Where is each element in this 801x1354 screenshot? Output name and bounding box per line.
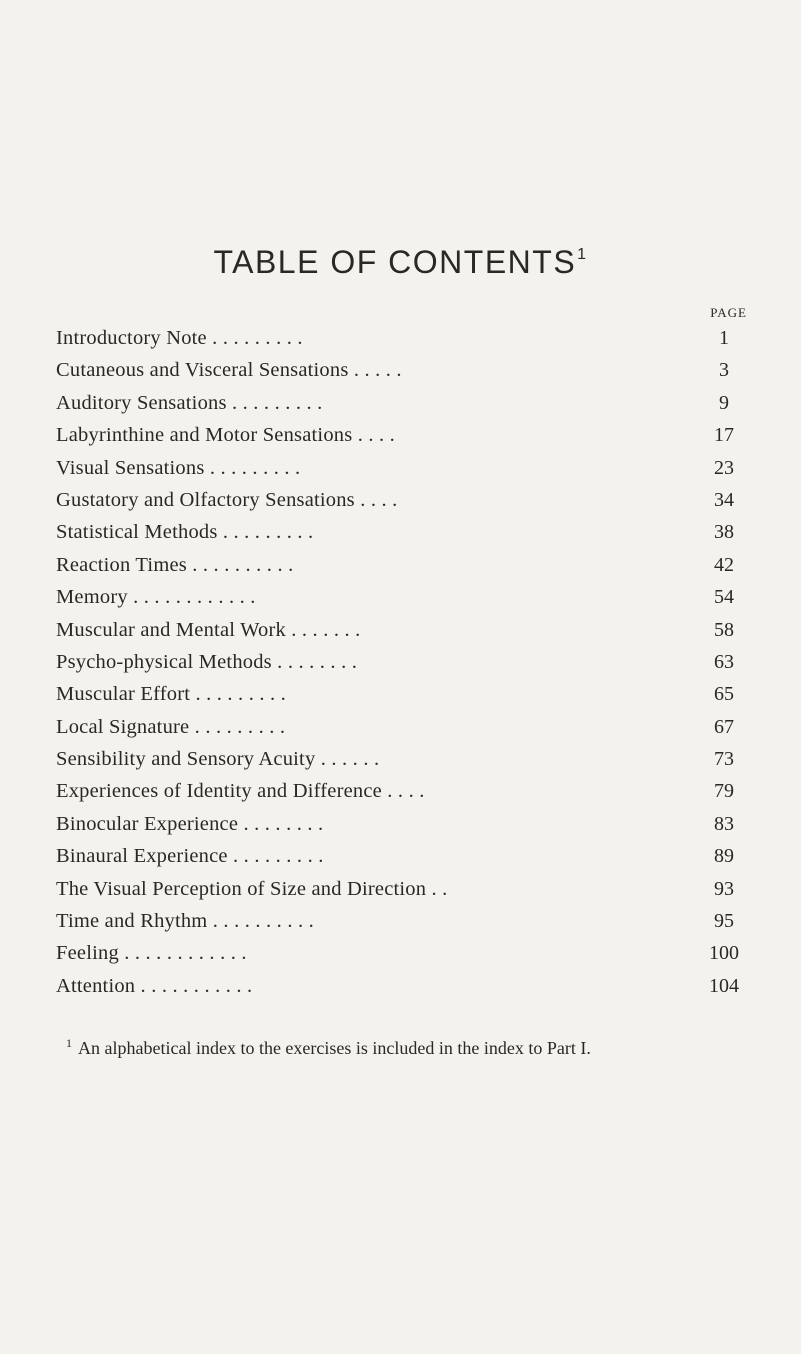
- title-text: TABLE OF CONTENTS: [213, 244, 577, 280]
- title-footnote-marker: 1: [577, 246, 588, 263]
- footnote-text: An alphabetical index to the exercises is included in the index to Part I.: [78, 1038, 591, 1058]
- toc-entry-label: Introductory Note . . . . . . . . .: [56, 327, 303, 349]
- toc-entry-page: 42: [714, 553, 734, 576]
- toc-entry: [56, 678, 746, 710]
- toc-entry: [56, 419, 746, 451]
- toc-entry: [56, 614, 746, 646]
- toc-entry-page: 58: [714, 618, 734, 641]
- page-column-header: PAGE: [710, 305, 747, 320]
- toc-entry-label: Gustatory and Olfactory Sensations . . . .: [56, 488, 398, 511]
- toc-entry-page: 23: [714, 456, 734, 479]
- toc-entry-label: Feeling . . . . . . . . . . . .: [56, 942, 247, 965]
- toc-entry-page: 65: [714, 683, 734, 706]
- toc-entry-page: 100: [709, 942, 739, 965]
- toc-entry-page: 63: [714, 650, 734, 673]
- toc-entry: [56, 549, 746, 581]
- toc-entry: [56, 873, 746, 905]
- toc-entry-label: The Visual Perception of Size and Direction . .: [56, 877, 448, 900]
- toc-entry: [56, 452, 746, 484]
- toc-entry: [56, 711, 746, 743]
- toc-entry: [56, 905, 746, 937]
- toc-entry-page: 3: [719, 359, 729, 382]
- footnote-marker: 1: [66, 1036, 72, 1050]
- toc-entry-label: Local Signature . . . . . . . . .: [56, 715, 286, 738]
- toc-entry: [56, 484, 746, 516]
- toc-entry: [56, 743, 746, 775]
- toc-entry-label: Visual Sensations . . . . . . . . .: [56, 456, 301, 479]
- toc-entry-page: 95: [714, 910, 734, 933]
- toc-entry-page: 54: [714, 586, 734, 609]
- toc-entry: [56, 646, 746, 678]
- toc-entry-page: 79: [714, 780, 734, 803]
- toc-entry: [56, 516, 746, 548]
- toc-entry-label: Attention . . . . . . . . . . .: [56, 974, 253, 997]
- table-of-contents: [56, 322, 746, 1002]
- toc-entry-label: Muscular Effort . . . . . . . . .: [56, 683, 286, 706]
- toc-entry-page: 1: [719, 327, 729, 349]
- toc-entry-label: Muscular and Mental Work . . . . . . .: [56, 618, 361, 641]
- toc-entry-label: Statistical Methods . . . . . . . . .: [56, 521, 314, 544]
- toc-entry-label: Time and Rhythm . . . . . . . . . .: [56, 910, 314, 933]
- toc-entry-label: Sensibility and Sensory Acuity . . . . . .: [56, 748, 380, 771]
- toc-entry: [56, 354, 746, 386]
- toc-entry-page: 34: [714, 488, 734, 511]
- toc-entry-page: 89: [714, 845, 734, 868]
- toc-entry-label: Memory . . . . . . . . . . . .: [56, 586, 256, 609]
- toc-entry-label: Psycho-physical Methods . . . . . . . .: [56, 650, 358, 673]
- toc-entry-page: 67: [714, 715, 734, 738]
- toc-entry-label: Reaction Times . . . . . . . . . .: [56, 553, 294, 576]
- page-title: [0, 236, 801, 281]
- toc-entry-label: Cutaneous and Visceral Sensations . . . . .: [56, 359, 402, 382]
- toc-entry-page: 9: [719, 391, 729, 414]
- toc-entry: [56, 387, 746, 419]
- toc-entry-page: 93: [714, 877, 734, 900]
- toc-entry-page: 17: [714, 424, 734, 447]
- footnote: [66, 1032, 591, 1059]
- toc-entry: [56, 775, 746, 807]
- toc-entry: [56, 840, 746, 872]
- toc-entry-label: Labyrinthine and Motor Sensations . . . .: [56, 424, 396, 447]
- toc-entry: [56, 581, 746, 613]
- toc-entry: [56, 322, 746, 354]
- toc-entry: [56, 808, 746, 840]
- toc-entry-page: 104: [709, 974, 739, 997]
- toc-entry-label: Binaural Experience . . . . . . . . .: [56, 845, 324, 868]
- toc-entry: [56, 937, 746, 969]
- toc-entry-label: Experiences of Identity and Difference . . . .: [56, 780, 425, 803]
- toc-entry-label: Binocular Experience . . . . . . . .: [56, 812, 324, 835]
- toc-entry-page: 83: [714, 812, 734, 835]
- toc-entry-label: Auditory Sensations . . . . . . . . .: [56, 391, 323, 414]
- toc-entry-page: 73: [714, 748, 734, 771]
- toc-entry-page: 38: [714, 521, 734, 544]
- toc-entry: [56, 970, 746, 1002]
